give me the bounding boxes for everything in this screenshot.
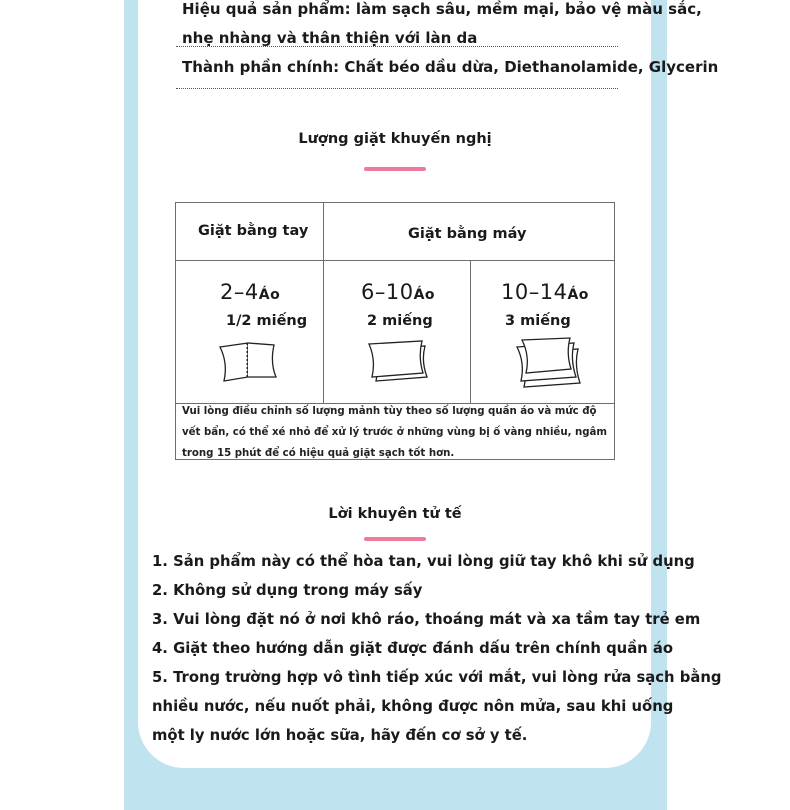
dotted-divider — [176, 88, 618, 89]
dotted-divider — [176, 46, 618, 47]
load-count — [220, 280, 280, 304]
table-rule — [470, 260, 471, 403]
effect-line-1: Hiệu quả sản phẩm: làm sạch sâu, mềm mại, bảo vệ màu sắc, — [182, 0, 702, 18]
advice-item: 3. Vui lòng đặt nó ở nơi khô ráo, thoáng mát và xa tầm tay trẻ em — [152, 611, 701, 628]
advice-item: 5. Trong trường hợp vô tình tiếp xúc với mắt, vui lòng rửa sạch bằng — [152, 669, 722, 686]
advice-item-continued: nhiều nước, nếu nuốt phải, không được nôn mửa, sau khi uống — [152, 698, 674, 715]
load-count — [361, 280, 435, 304]
load-range: 10–14 — [501, 280, 568, 304]
table-rule — [176, 260, 614, 261]
header-machine-wash: Giặt bằng máy — [408, 226, 527, 242]
load-range: 6–10 — [361, 280, 414, 304]
advice-item-continued: một ly nước lớn hoặc sữa, hãy đến cơ sở y tế. — [152, 727, 528, 744]
dosage-table — [175, 202, 615, 460]
two-sheets-icon — [362, 337, 436, 387]
sheet-amount: 1/2 miếng — [226, 313, 308, 329]
advice-title: Lời khuyên tử tế — [328, 506, 462, 522]
three-sheets-icon — [508, 335, 588, 391]
load-unit: Áo — [258, 287, 281, 303]
ingredients-line: Thành phần chính: Chất béo dầu dừa, Diethanolamide, Glycerin — [182, 58, 719, 76]
load-count — [501, 280, 589, 304]
advice-item: 4. Giặt theo hướng dẫn giặt được đánh dấu trên chính quần áo — [152, 640, 674, 657]
effect-line-2: nhẹ nhàng và thân thiện với làn da — [182, 29, 478, 47]
sheet-amount: 2 miếng — [367, 313, 433, 329]
table-rule — [323, 203, 324, 403]
half-sheet-icon — [214, 337, 282, 387]
sheet-amount: 3 miếng — [505, 313, 571, 329]
load-unit: Áo — [567, 287, 589, 303]
load-range: 2–4 — [220, 280, 259, 304]
advice-item: 2. Không sử dụng trong máy sấy — [152, 582, 423, 599]
dosage-note: Vui lòng điều chỉnh số lượng mảnh tùy theo số lượng quần áo và mức độ vết bẩn, có thể xé nhỏ để xử lý trước ở những vùng bị ố vàng nhiều, ngâm trong 15 phút để có hiệu quả giặt sạch tốt hơn. — [182, 406, 608, 459]
advice-item: 1. Sản phẩm này có thể hòa tan, vui lòng giữ tay khô khi sử dụng — [152, 553, 695, 570]
title-underline — [364, 167, 426, 171]
title-underline — [364, 537, 426, 541]
load-unit: Áo — [413, 287, 436, 303]
header-hand-wash: Giặt bằng tay — [198, 223, 309, 239]
dosage-title: Lượng giặt khuyến nghị — [298, 131, 492, 147]
